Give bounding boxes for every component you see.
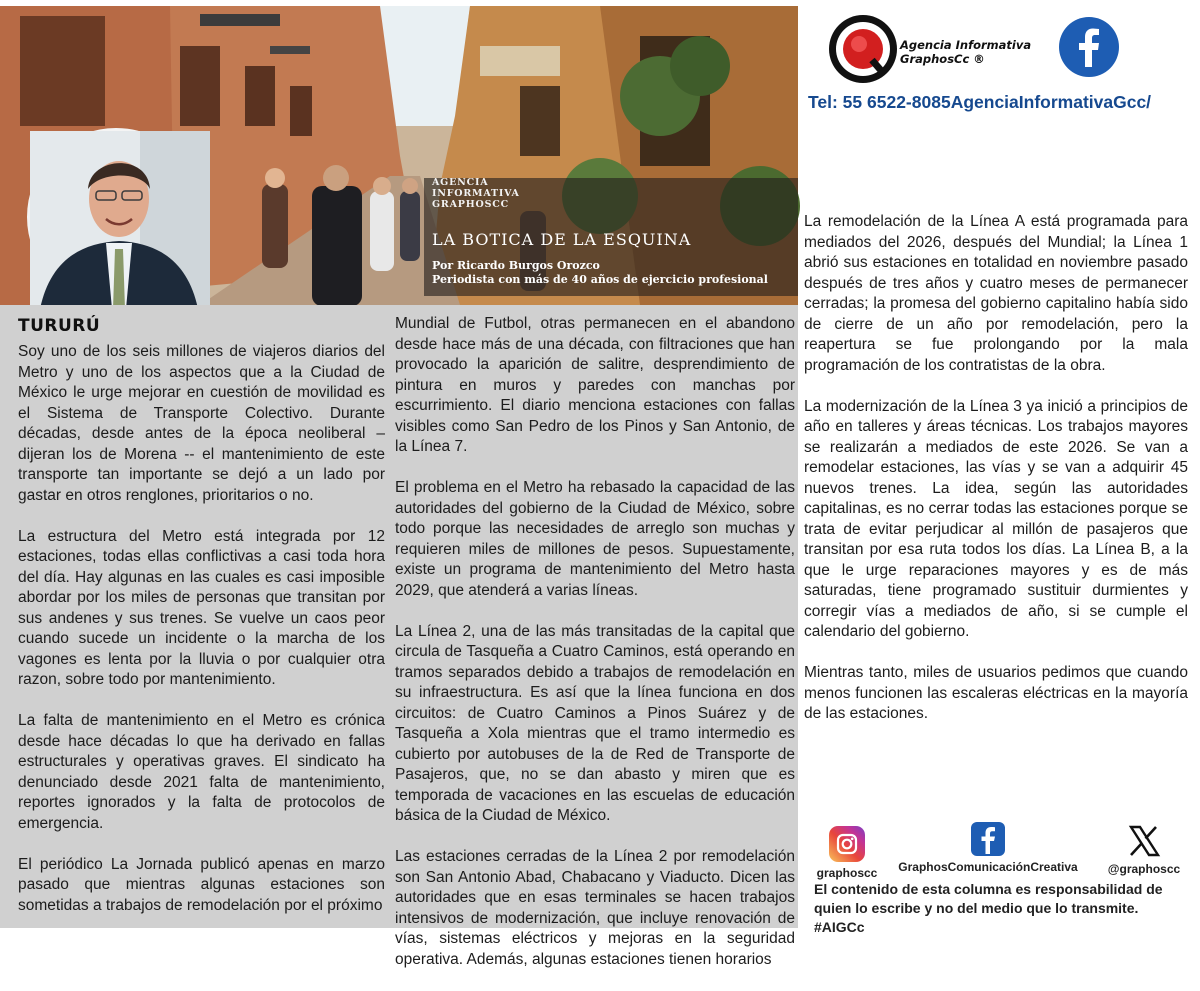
agency-logo-icon: [828, 14, 898, 84]
overlay-agency-name: AGENCIA INFORMATIVA GRAPHOSCC: [432, 177, 520, 210]
facebook-icon[interactable]: [1059, 17, 1119, 77]
paragraph: Mientras tanto, miles de usuarios pedimos que cuando menos funcionen las escaleras eléctricas en la mayoría de las estaciones.: [804, 664, 1188, 722]
paragraph: Las estaciones cerradas de la Línea 2 por remodelación son San Antonio Abad, Chabacano y Viaducto. Dicen las autoridades que en esas terminales se hacen trabajos intensivos de modernización, que incluye renovación de vías, sistemas eléctricos y mejoras en la seguridad operativa. Además, algunas estaciones tienen horarios: [395, 848, 795, 968]
facebook-handle: GraphosComunicaciónCreativa: [898, 860, 1078, 874]
article-column-3: [804, 212, 1188, 745]
author-description: Periodista con más de 40 años de ejercicio profesional: [432, 273, 768, 286]
social-instagram[interactable]: [812, 826, 882, 880]
x-handle: @graphoscc: [1107, 862, 1181, 876]
paragraph: La estructura del Metro está integrada por 12 estaciones, todas ellas conflictivas a casi toda hora del día. Hay algunas en las cuales es casi imposible abordar por los miles de personas que transitan por sus andenes y sus trenes. Se vuelve un caos peor cuando sucede un incidente o la marcha de los vagones es lenta por la lluvia o por cualquier otra razon, sobre todo por mantenimiento.: [18, 527, 385, 688]
paragraph: La remodelación de la Línea A está programada para mediados del 2026, después del Mundial; la Línea 1 abrió sus estaciones en totalidad en noviembre pasado después de tres años y cuatro meses de permanecer cerradas; la promesa del gobierno capitalino había sido de cierre de un año por remodelación, pero la reapertura se fue prolongando por la mala programación de los contratistas de la obra.: [804, 213, 1188, 374]
column-name: LA BOTICA DE LA ESQUINA: [432, 230, 692, 249]
article-column-1: [18, 342, 385, 937]
x-logo-icon: [1127, 824, 1161, 858]
article-column-2: [395, 314, 795, 991]
facebook-square-icon: [971, 822, 1005, 856]
paragraph: El periódico La Jornada publicó apenas en marzo pasado que mientras algunas estaciones son sometidas a trabajos de remodelación por el próximo: [18, 855, 385, 914]
article-title: TURURÚ: [18, 316, 101, 336]
agency-name: Agencia Informativa GraphosCc ®: [900, 38, 1032, 66]
paragraph: La modernización de la Línea 3 ya inició a principios de año en talleres y áreas técnicas. Los trabajos mayores se realizarán a mediados de este 2026. Se van a remodelar estaciones, las vías y se van a adquirir 45 nuevos trenes. La idea, según las autoridades capitalinas, es no cerrar todas las estaciones porque se trata de evitar perjudicar al millón de pasajeros que transitan por esa ruta todos los días. La Línea B, a la que le urge reparaciones mayores y es de más saturadas, tiene programado sustituir durmientes y corregir vías a mediados de año, si se cumple el calendario del gobierno.: [804, 397, 1188, 640]
author-byline: [432, 259, 768, 287]
paragraph: Soy uno de los seis millones de viajeros diarios del Metro y uno de los aspectos que a la Ciudad de México le urge mejorar en cuestión de movilidad es el Sistema de Transporte Colectivo. Durante décadas, desde antes de la época neoliberal – dijeran los de Morena -- el mantenimiento de este transporte tan importante se dejó a un lado por gastar en otros renglones, prioritarios o no.: [18, 343, 385, 504]
social-x[interactable]: [1104, 824, 1184, 876]
paragraph: La Línea 2, una de las más transitadas de la capital que circula de Tasqueña a Cuatro Caminos, está operando en tramos separados debido a trabajos de remodelación en su infraestructura. Es así que la línea funciona en dos circuitos: de Cuatro Caminos a Pinos Suárez y de Tasqueña a Xola mientras que el tramo intermedio es cubierto por autobuses de la de Red de Transporte de Pasajeros, que, no se dan abasto y miren que es temporada de vacaciones en las escuelas de educación básica de la Ciudad de México.: [395, 622, 795, 824]
author-portrait: [27, 128, 205, 306]
instagram-icon: [829, 826, 865, 862]
paragraph: El problema en el Metro ha rebasado la capacidad de las autoridades del gobierno de la Ciudad de México, sobre todo porque las necesidades de arreglo son muchas y requieren miles de millones de pesos. Supuestamente, existe un programa de mantenimiento del Metro hasta 2029, que atenderá a varias líneas.: [395, 479, 795, 599]
author-name: Por Ricardo Burgos Orozco: [432, 259, 600, 272]
paragraph: La falta de mantenimiento en el Metro es crónica desde hace décadas lo que ha derivado en fallas estructurales y operativas graves. El sindicato ha denunciado desde 2021 falta de mantenimiento, reportes ignorados y la falta de protocolos de emergencia.: [18, 712, 385, 832]
disclaimer-text: El contenido de esta columna es responsabilidad de quien lo escribe y no del medio que lo transmite. #AIGCc: [814, 881, 1163, 935]
contact-line[interactable]: Tel: 55 6522-8085AgenciaInformativaGcc/: [808, 92, 1152, 112]
paragraph: Mundial de Futbol, otras permanecen en el abandono desde hace más de una década, con filtraciones que han provocado la aparición de salitre, desprendimiento de pintura en muros y paredes con manchas por escurrimiento. El diario menciona estaciones con fallas visibles como San Pedro de los Pinos y San Antonio, de la Línea 7.: [395, 315, 795, 455]
social-facebook[interactable]: [898, 822, 1078, 874]
instagram-handle: graphoscc: [816, 866, 878, 880]
